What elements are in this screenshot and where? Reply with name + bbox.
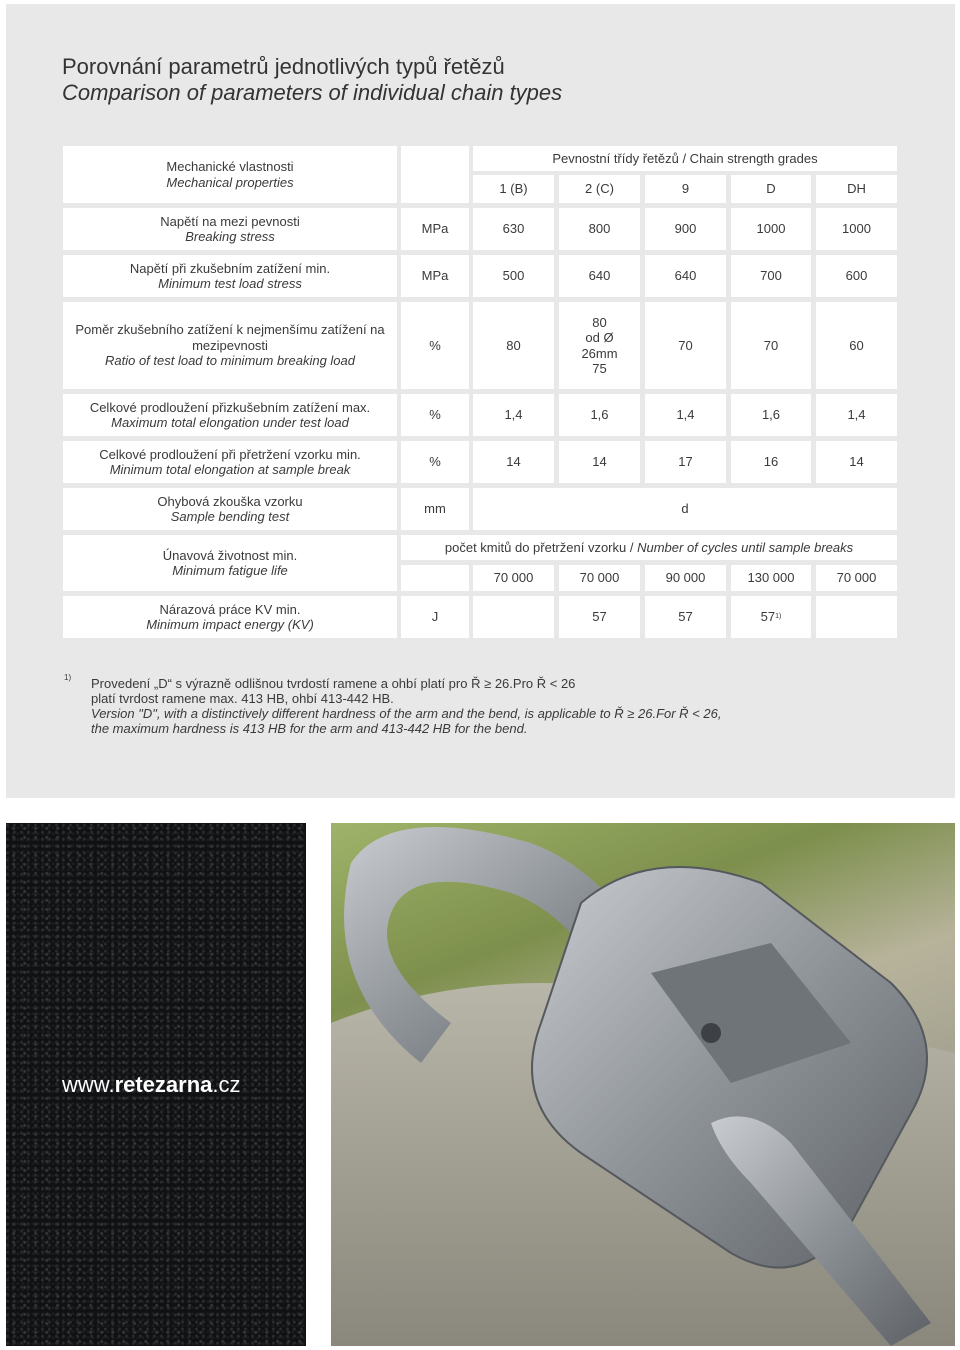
row-label-min-elongation [63, 441, 397, 483]
value-cell: 80 [473, 302, 554, 389]
footnote-number: 1) [64, 673, 72, 682]
value-cell: 630 [473, 208, 554, 250]
row-label-bending-test [63, 488, 397, 530]
row-label-cs: Únavová životnost min. [162, 547, 298, 563]
value-cell: 17 [645, 441, 726, 483]
value-cell: 70 [731, 302, 811, 389]
grade-2c: 2 (C) [559, 175, 640, 203]
row-label-cs: Nárazová práce KV min. [159, 601, 301, 617]
row-label-max-elongation [63, 394, 397, 436]
value-cell: 640 [645, 255, 726, 297]
row-label-fatigue-life [63, 535, 397, 591]
row-label-breaking-stress [63, 208, 397, 250]
value-cell: 1,4 [816, 394, 897, 436]
value-cell: 600 [816, 255, 897, 297]
header-properties-cs: Mechanické vlastnosti [166, 159, 294, 174]
row-label-en: Sample bending test [170, 509, 290, 524]
value-cell-empty [473, 596, 554, 638]
website-url[interactable] [62, 1072, 241, 1098]
value-cell: 14 [816, 441, 897, 483]
row-label-impact-energy [63, 596, 397, 638]
footnote-cs-line2: platí tvrdost ramene max. 413 HB, ohbí 413-442 HB. [91, 691, 394, 706]
row-unit: MPa [401, 255, 469, 297]
value-cell: 70 000 [816, 565, 897, 591]
value-cell: 80 od Ø 26mm 75 [559, 302, 640, 389]
row-label-en: Minimum test load stress [158, 276, 302, 291]
row-unit: MPa [401, 208, 469, 250]
value-cell: 60 [816, 302, 897, 389]
row-label-en: Minimum total elongation at sample break [109, 462, 351, 477]
value-cell: 1,6 [559, 394, 640, 436]
grade-1b: 1 (B) [473, 175, 554, 203]
url-brand: retezarna [114, 1072, 213, 1097]
grade-9: 9 [645, 175, 726, 203]
grade-dh: DH [816, 175, 897, 203]
value-cell-merged: d [473, 488, 897, 530]
row-unit-blank [401, 565, 469, 591]
row-label-cs: Napětí na mezi pevnosti [160, 213, 300, 229]
title-cs: Porovnání parametrů jednotlivých typů řetězů [62, 54, 505, 79]
value-cell: 1000 [731, 208, 811, 250]
value-text: 57 [760, 609, 776, 625]
connector-pin [701, 1023, 721, 1043]
value-cell: 57 [645, 596, 726, 638]
row-label-ratio [63, 302, 397, 389]
value-cell: 14 [559, 441, 640, 483]
cycles-header [401, 535, 897, 560]
value-cell: 70 000 [473, 565, 554, 591]
cycles-header-en: Number of cycles until sample breaks [637, 539, 854, 555]
header-unit-blank [401, 146, 469, 203]
row-label-cs: Celkové prodloužení při přetržení vzorku min. [99, 446, 361, 462]
value-cell: 640 [559, 255, 640, 297]
row-label-en: Minimum fatigue life [172, 563, 288, 578]
url-suffix: .cz [212, 1072, 241, 1097]
row-unit: mm [401, 488, 469, 530]
row-label-en: Breaking stress [185, 229, 275, 244]
footnote-cs-line1: Provedení „D“ s výrazně odlišnou tvrdostí ramene a ohbí platí pro Ř ≥ 26.Pro Ř < 26 [91, 676, 576, 691]
row-label-en: Maximum total elongation under test load [111, 415, 349, 430]
value-cell-with-footnote: 57 1) [731, 596, 811, 638]
value-cell: 130 000 [731, 565, 811, 591]
value-cell: 90 000 [645, 565, 726, 591]
value-cell: 1,6 [731, 394, 811, 436]
header-grades-title: Pevnostní třídy řetězů / Chain strength grades [473, 146, 897, 171]
value-cell: 1000 [816, 208, 897, 250]
value-cell: 700 [731, 255, 811, 297]
value-cell: 900 [645, 208, 726, 250]
row-label-cs: Ohybová zkouška vzorku [157, 493, 303, 509]
page-title [62, 54, 562, 106]
value-cell: 16 [731, 441, 811, 483]
value-cell: 1,4 [473, 394, 554, 436]
header-properties-en: Mechanical properties [166, 174, 294, 190]
row-label-cs: Poměr zkušebního zatížení k nejmenšímu zatížení na mezipevnosti [75, 322, 385, 353]
value-cell: 14 [473, 441, 554, 483]
value-cell: 800 [559, 208, 640, 250]
chain-photo [331, 823, 955, 1346]
footnote-en-line2: the maximum hardness is 413 HB for the arm and 413-442 HB for the bend. [91, 721, 528, 736]
row-label-en: Minimum impact energy (KV) [146, 617, 314, 632]
chain-illustration [331, 823, 955, 1346]
url-prefix: www. [62, 1072, 115, 1097]
row-label-test-load-stress [63, 255, 397, 297]
row-unit: % [401, 302, 469, 389]
value-cell: 70 [645, 302, 726, 389]
value-cell: 57 [559, 596, 640, 638]
grade-d: D [731, 175, 811, 203]
footnote-en-line1: Version "D", with a distinctively different hardness of the arm and the bend, is applicable to Ř ≥ 26.For Ř < 26, [91, 706, 722, 721]
row-unit: J [401, 596, 469, 638]
value-cell: 70 000 [559, 565, 640, 591]
row-label-cs: Celkové prodloužení přizkušebním zatížení max. [89, 399, 371, 415]
cycles-header-cs: počet kmitů do přetržení vzorku / [444, 539, 634, 555]
footnote-text [91, 676, 721, 736]
value-cell: 1,4 [645, 394, 726, 436]
value-cell: 500 [473, 255, 554, 297]
row-label-en: Ratio of test load to minimum breaking load [104, 353, 355, 369]
value-cell-empty [816, 596, 897, 638]
title-en: Comparison of parameters of individual chain types [62, 80, 563, 105]
row-label-cs: Napětí při zkušebním zatížení min. [129, 260, 331, 276]
row-unit: % [401, 394, 469, 436]
header-properties [63, 146, 397, 203]
row-unit: % [401, 441, 469, 483]
